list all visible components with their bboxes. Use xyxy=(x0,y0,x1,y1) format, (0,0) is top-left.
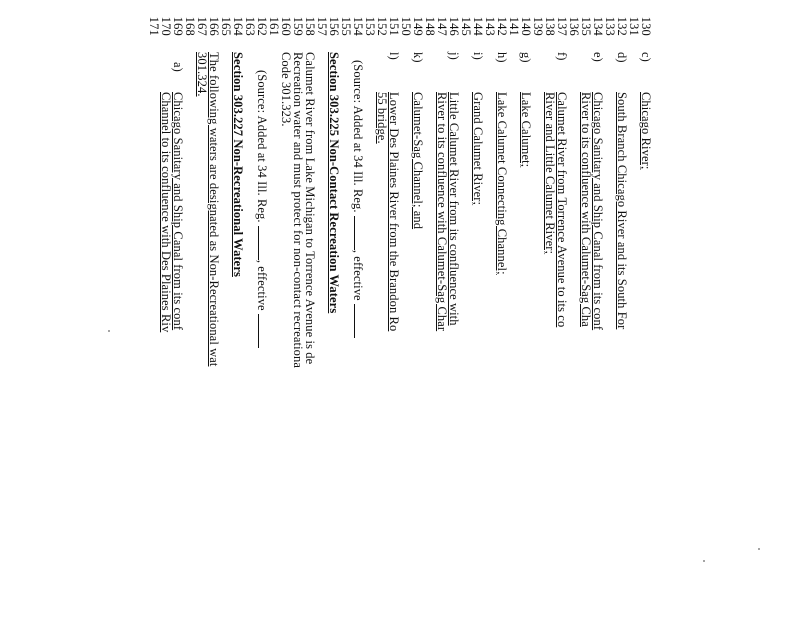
source-note-1-suffix: , effective xyxy=(351,249,365,301)
item-label-c: c) xyxy=(639,52,653,62)
line-number: 137 xyxy=(555,16,569,36)
item-text-l-line-1: Lower Des Plaines River from the Brandon Ro xyxy=(387,92,401,332)
line-number: 133 xyxy=(603,16,617,36)
item-label-f: f) xyxy=(555,52,569,61)
item-label-j: j) xyxy=(447,52,461,60)
section-303-225-line-1: Calumet River from Lake Michigan to Torrence Avenue is de xyxy=(303,52,317,365)
line-number: 155 xyxy=(339,16,353,36)
line-number: 139 xyxy=(531,16,545,36)
item-label-h: h) xyxy=(495,52,509,63)
line-number: 147 xyxy=(435,16,449,36)
section-303-225-heading: Section 303.225 Non-Contact Recreation Waters xyxy=(327,52,341,314)
line-number: 151 xyxy=(387,16,401,36)
source-note-2-suffix: , effective xyxy=(255,259,269,311)
item-text-d: South Branch Chicago River and its South For xyxy=(615,92,629,330)
item-text-f-line-2: River and Little Calumet River; xyxy=(543,92,557,255)
source-note-1-prefix: (Source: Added at 34 Ill. Reg. xyxy=(351,60,365,213)
line-number: 138 xyxy=(543,16,557,36)
source-note-2-prefix: (Source: Added at 34 Ill. Reg. xyxy=(255,70,269,223)
line-number: 146 xyxy=(447,16,461,36)
line-number: 134 xyxy=(591,16,605,36)
item-text-e-line-1: Chicago Sanitary and Ship Canal from its conf xyxy=(591,92,605,331)
line-number: 145 xyxy=(459,16,473,36)
item-label-a: a) xyxy=(171,62,185,72)
item-label-k: k) xyxy=(411,52,425,63)
line-number: 168 xyxy=(183,16,197,36)
line-number: 135 xyxy=(579,16,593,36)
line-number: 156 xyxy=(327,16,341,36)
line-number: 141 xyxy=(507,16,521,36)
line-number: 149 xyxy=(411,16,425,36)
line-number: 159 xyxy=(291,16,305,36)
source-note-2-blank xyxy=(258,226,268,260)
line-number: 131 xyxy=(627,16,641,36)
item-label-i: i) xyxy=(471,52,485,60)
line-number: 132 xyxy=(615,16,629,36)
line-number: 164 xyxy=(231,16,245,36)
item-text-e-line-2: River to its confluence with Calumet-Sag Cha xyxy=(579,92,593,327)
line-number: 166 xyxy=(207,16,221,36)
section-303-225-line-3: Code 301.323. xyxy=(279,52,293,127)
source-note-2 xyxy=(256,70,268,348)
scan-speck xyxy=(758,548,760,550)
scan-speck xyxy=(703,560,705,562)
line-number: 165 xyxy=(219,16,233,36)
line-number: 170 xyxy=(159,16,173,36)
item-text-k: Calumet-Sag Channel; and xyxy=(411,92,425,230)
item-text-j-line-2: River to its confluence with Calumet-Sag Char xyxy=(435,92,449,332)
item-text-a-line-2: Channel to its confluence with Des Plaines Riv xyxy=(159,92,173,333)
line-number: 154 xyxy=(351,16,365,36)
line-number: 144 xyxy=(471,16,485,36)
scan-speck xyxy=(108,330,110,332)
line-number: 148 xyxy=(423,16,437,36)
item-text-j-line-1: Little Calumet River from its confluence with xyxy=(447,92,461,326)
item-label-d: d) xyxy=(615,52,629,63)
line-number: 130 xyxy=(639,16,653,36)
line-number: 157 xyxy=(315,16,329,36)
source-note-1-date-blank xyxy=(354,304,364,338)
line-number: 160 xyxy=(279,16,293,36)
line-number: 162 xyxy=(255,16,269,36)
line-number: 163 xyxy=(243,16,257,36)
line-number: 161 xyxy=(267,16,281,36)
section-303-227-line-1: The following waters are designated as Non-Recreational wat xyxy=(207,52,221,367)
line-number: 169 xyxy=(171,16,185,36)
line-number: 136 xyxy=(567,16,581,36)
item-text-f-line-1: Calumet River from Torrence Avenue to its co xyxy=(555,92,569,328)
item-text-c: Chicago River; xyxy=(639,92,653,170)
line-number: 142 xyxy=(495,16,509,36)
section-303-225-line-2: Recreation water and must protect for non-contact recreationa xyxy=(291,52,305,369)
source-note-1 xyxy=(352,60,364,338)
item-label-g: g) xyxy=(519,52,533,63)
section-303-227-heading: Section 303.227 Non-Recreational Waters xyxy=(231,52,245,277)
line-number: 171 xyxy=(147,16,161,36)
section-303-227-line-2: 301.324. xyxy=(195,52,209,97)
line-number: 153 xyxy=(363,16,377,36)
line-number: 150 xyxy=(399,16,413,36)
item-text-l-line-2: 55 bridge. xyxy=(375,92,389,144)
line-number: 140 xyxy=(519,16,533,36)
item-text-h: Lake Calumet Connecting Channel; xyxy=(495,92,509,275)
item-text-g: Lake Calumet; xyxy=(519,92,533,168)
source-note-1-blank xyxy=(354,216,364,250)
item-label-e: e) xyxy=(591,52,605,62)
line-number: 143 xyxy=(483,16,497,36)
item-text-i: Grand Calumet River; xyxy=(471,92,485,206)
source-note-2-date-blank xyxy=(258,314,268,348)
line-number: 152 xyxy=(375,16,389,36)
line-number: 158 xyxy=(303,16,317,36)
line-number: 167 xyxy=(195,16,209,36)
item-label-l: l) xyxy=(387,52,401,60)
item-text-a-line-1: Chicago Sanitary and Ship Canal from its conf xyxy=(171,92,185,331)
